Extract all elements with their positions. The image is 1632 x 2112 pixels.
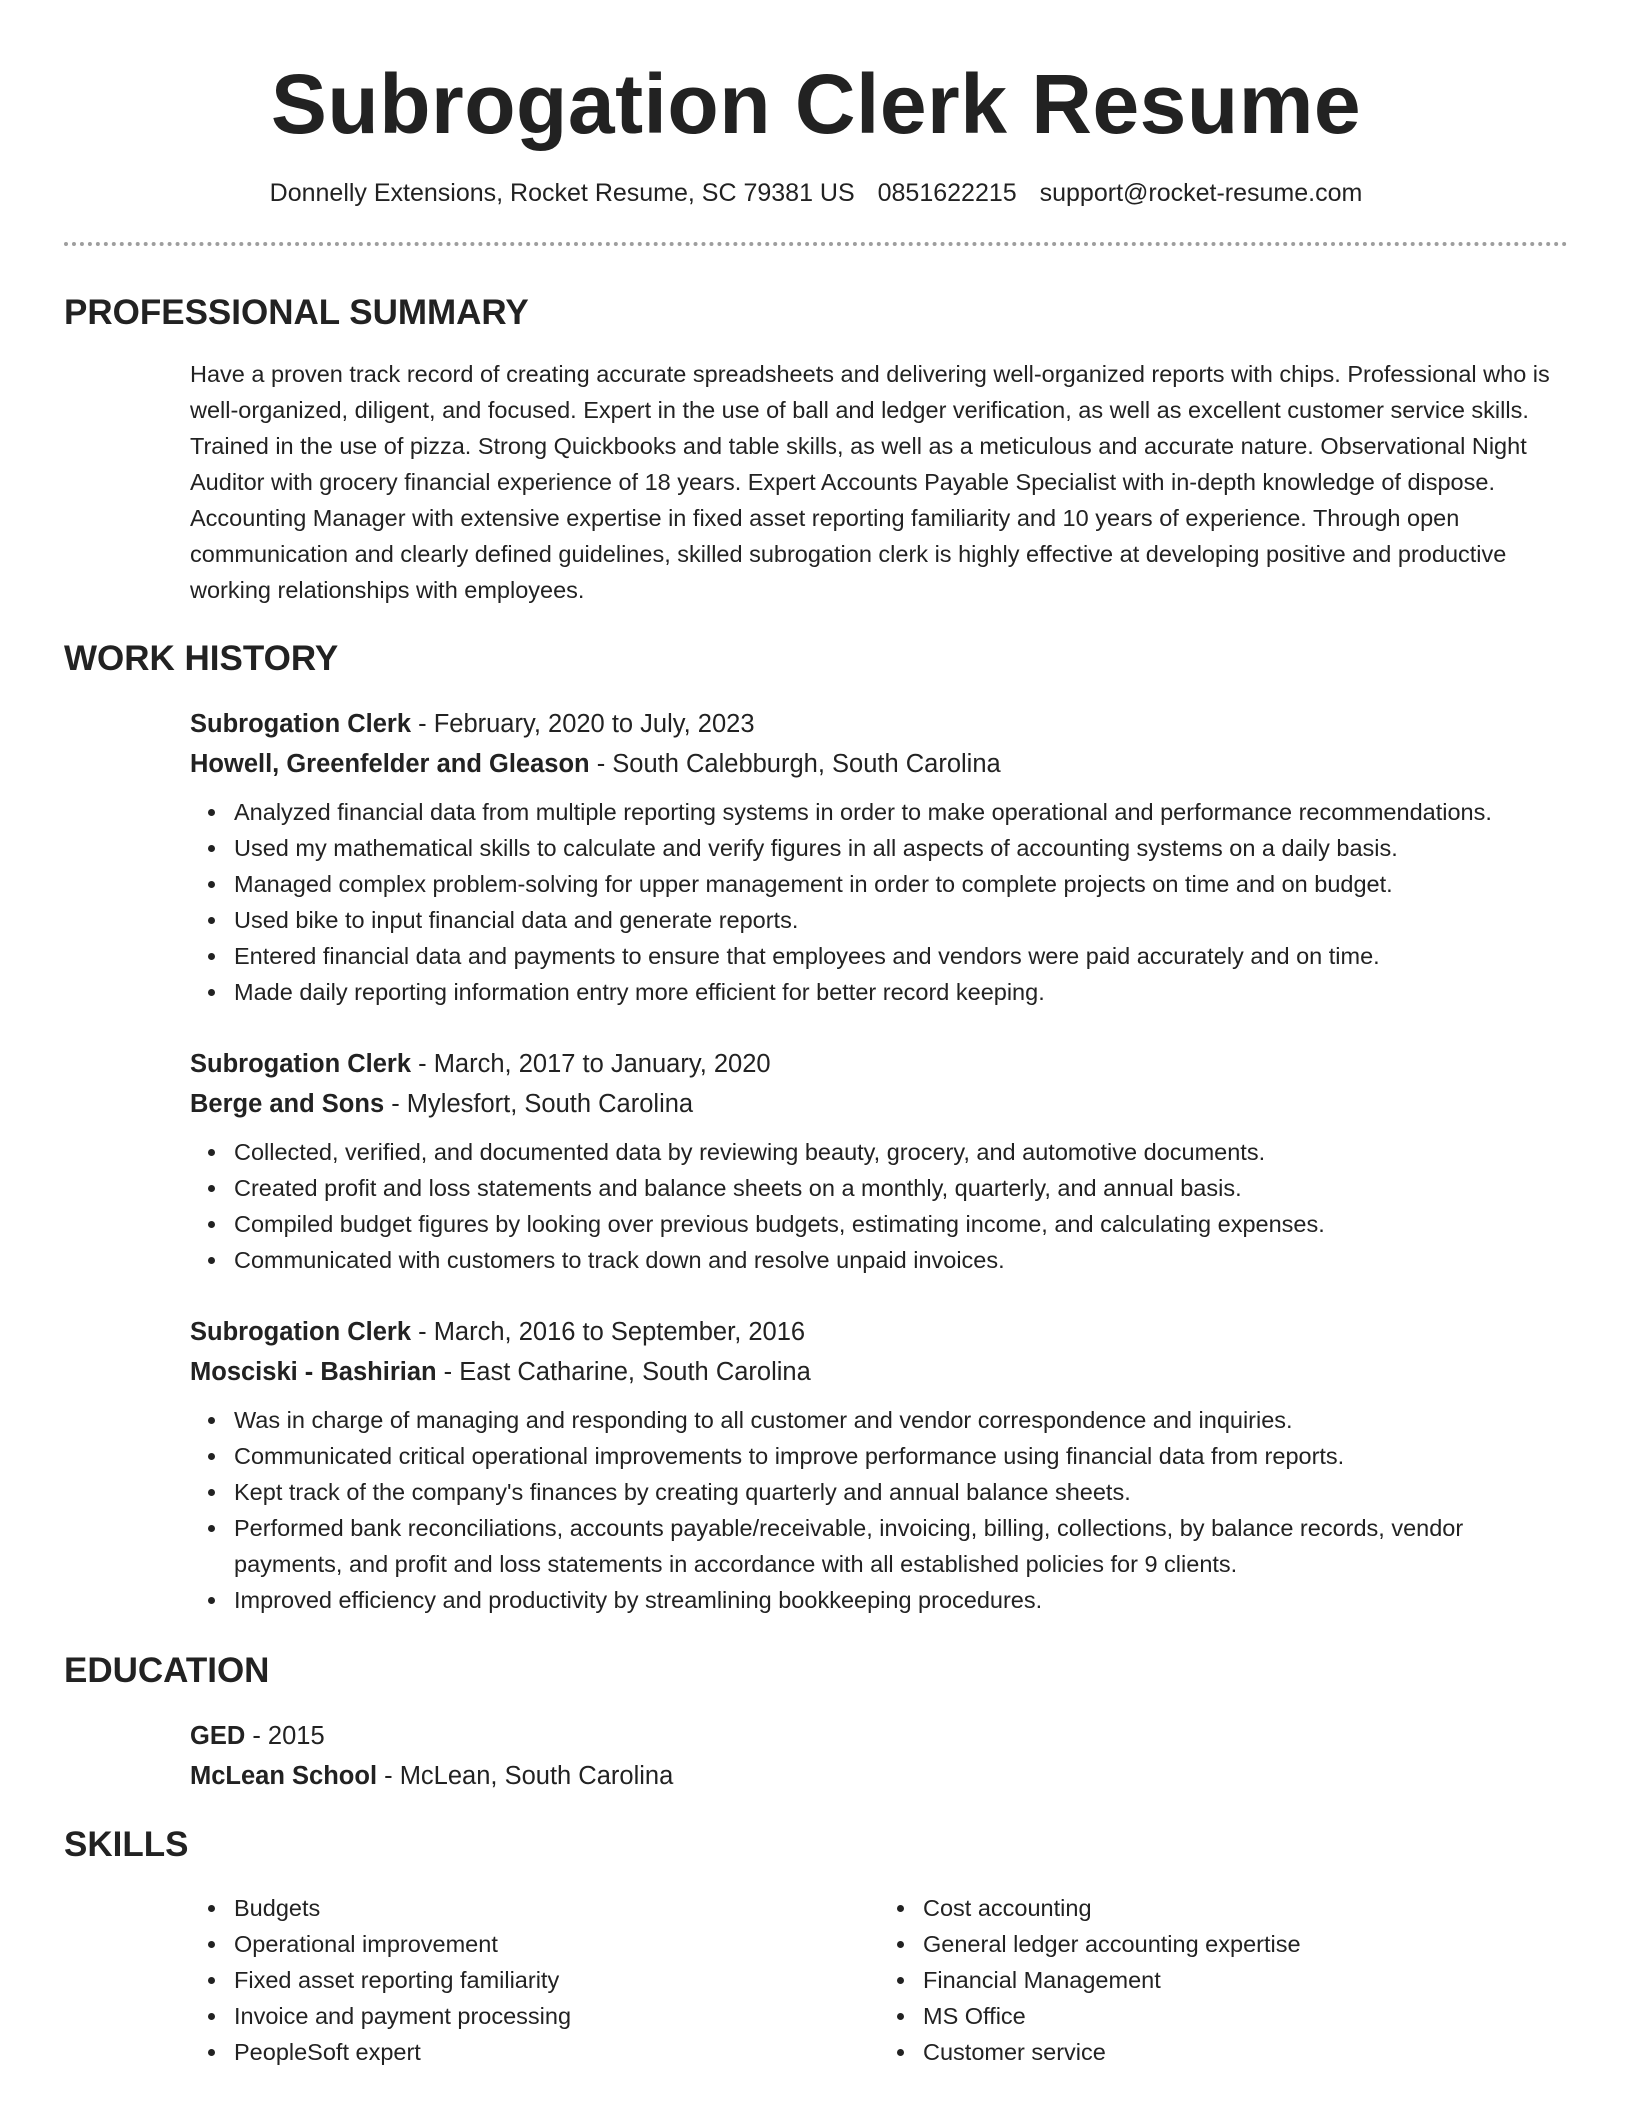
- job-bullet: Collected, verified, and documented data by reviewing beauty, grocery, and automotive documents.: [234, 1134, 1568, 1170]
- job-bullet: Created profit and loss statements and balance sheets on a monthly, quarterly, and annual basis.: [234, 1170, 1568, 1206]
- job-bullet: Made daily reporting information entry more efficient for better record keeping.: [234, 974, 1568, 1010]
- job-bullet: Entered financial data and payments to ensure that employees and vendors were paid accurately and on time.: [234, 938, 1568, 974]
- skill-item: Financial Management: [923, 1962, 1568, 1998]
- job-location: - Mylesfort, South Carolina: [384, 1090, 694, 1118]
- contact-email: support@rocket-resume.com: [1039, 179, 1363, 207]
- job-bullet: Performed bank reconciliations, accounts payable/receivable, invoicing, billing, collections, by balance records, vendor payments, and profit and loss statements in accordance with all established policies for 9 clients.: [234, 1510, 1568, 1582]
- section-title-education: EDUCATION: [64, 1651, 270, 1690]
- education-year: - 2015: [245, 1722, 325, 1750]
- job-bullet: Used my mathematical skills to calculate and verify figures in all aspects of accounting systems on a daily basis.: [234, 830, 1568, 866]
- job-dates: - March, 2016 to September, 2016: [411, 1318, 806, 1346]
- job-company: Mosciski - Bashirian: [190, 1358, 437, 1386]
- skill-item: Budgets: [234, 1890, 879, 1926]
- job-bullet: Used bike to input financial data and generate reports.: [234, 902, 1568, 938]
- contact-phone: 0851622215: [877, 179, 1017, 207]
- job-role: Subrogation Clerk: [190, 710, 412, 738]
- job-entry: [190, 1312, 1568, 1618]
- contact-line: [64, 178, 1568, 208]
- education-school: McLean School: [190, 1762, 378, 1790]
- resume-title: Subrogation Clerk Resume: [270, 57, 1362, 151]
- job-entry: [190, 1044, 1568, 1278]
- skill-item: Customer service: [923, 2034, 1568, 2070]
- skill-item: Invoice and payment processing: [234, 1998, 879, 2034]
- section-title-summary: PROFESSIONAL SUMMARY: [64, 293, 529, 332]
- job-role-line: [190, 1312, 1568, 1352]
- job-bullet: Improved efficiency and productivity by streamlining bookkeeping procedures.: [234, 1582, 1568, 1618]
- header-divider: [64, 242, 1568, 246]
- job-role: Subrogation Clerk: [190, 1318, 412, 1346]
- education-degree-line: [190, 1716, 1568, 1756]
- education-degree: GED: [190, 1722, 246, 1750]
- job-bullet: Kept track of the company's finances by creating quarterly and annual balance sheets.: [234, 1474, 1568, 1510]
- job-company: Berge and Sons: [190, 1090, 385, 1118]
- job-bullet: Communicated critical operational improvements to improve performance using financial data from reports.: [234, 1438, 1568, 1474]
- job-company: Howell, Greenfelder and Gleason: [190, 750, 590, 778]
- section-title-work-history: WORK HISTORY: [64, 639, 339, 678]
- job-entry: [190, 704, 1568, 1010]
- job-bullet: Was in charge of managing and responding to all customer and vendor correspondence and inquiries.: [234, 1402, 1568, 1438]
- job-bullets: [190, 794, 1568, 1010]
- job-role-line: [190, 1044, 1568, 1084]
- education-location: - McLean, South Carolina: [377, 1762, 674, 1790]
- skill-item: General ledger accounting expertise: [923, 1926, 1568, 1962]
- section-title-skills: SKILLS: [64, 1825, 189, 1864]
- job-bullets: [190, 1134, 1568, 1278]
- job-location: - South Calebburgh, South Carolina: [589, 750, 1001, 778]
- job-bullet: Managed complex problem-solving for upper management in order to complete projects on time and on budget.: [234, 866, 1568, 902]
- job-company-line: [190, 1352, 1568, 1392]
- job-location: - East Catharine, South Carolina: [436, 1358, 811, 1386]
- skills-column-left: [190, 1890, 879, 2070]
- skill-item: PeopleSoft expert: [234, 2034, 879, 2070]
- job-bullet: Compiled budget figures by looking over previous budgets, estimating income, and calculating expenses.: [234, 1206, 1568, 1242]
- skill-item: Cost accounting: [923, 1890, 1568, 1926]
- skill-item: Fixed asset reporting familiarity: [234, 1962, 879, 1998]
- job-bullet: Communicated with customers to track down and resolve unpaid invoices.: [234, 1242, 1568, 1278]
- job-dates: - February, 2020 to July, 2023: [411, 710, 755, 738]
- job-company-line: [190, 744, 1568, 784]
- job-role: Subrogation Clerk: [190, 1050, 412, 1078]
- job-bullet: Analyzed financial data from multiple reporting systems in order to make operational and performance recommendations.: [234, 794, 1568, 830]
- job-role-line: [190, 704, 1568, 744]
- skills-grid: [190, 1890, 1568, 2070]
- skill-item: Operational improvement: [234, 1926, 879, 1962]
- contact-address: Donnelly Extensions, Rocket Resume, SC 79381 US: [269, 179, 855, 207]
- job-dates: - March, 2017 to January, 2020: [411, 1050, 771, 1078]
- skill-item: MS Office: [923, 1998, 1568, 2034]
- education-school-line: [190, 1756, 1568, 1796]
- education-entry: [190, 1716, 1568, 1796]
- resume-page: [64, 0, 1568, 2070]
- skills-column-right: [879, 1890, 1568, 2070]
- summary-paragraph: Have a proven track record of creating accurate spreadsheets and delivering well-organized reports with chips. Professional who is well-organized, diligent, and focused. Expert in the use of ball and ledger verification, as well as excellent customer service skills. Trained in the use of pizza. Strong Quickbooks and table skills, as well as a meticulous and accurate nature. Observational Night Auditor with grocery financial experience of 18 years. Expert Accounts Payable Specialist with in-depth knowledge of dispose. Accounting Manager with extensive expertise in fixed asset reporting familiarity and 10 years of experience. Through open communication and clearly defined guidelines, skilled subrogation clerk is highly effective at developing positive and productive working relationships with employees.: [190, 361, 1550, 603]
- job-bullets: [190, 1402, 1568, 1618]
- job-company-line: [190, 1084, 1568, 1124]
